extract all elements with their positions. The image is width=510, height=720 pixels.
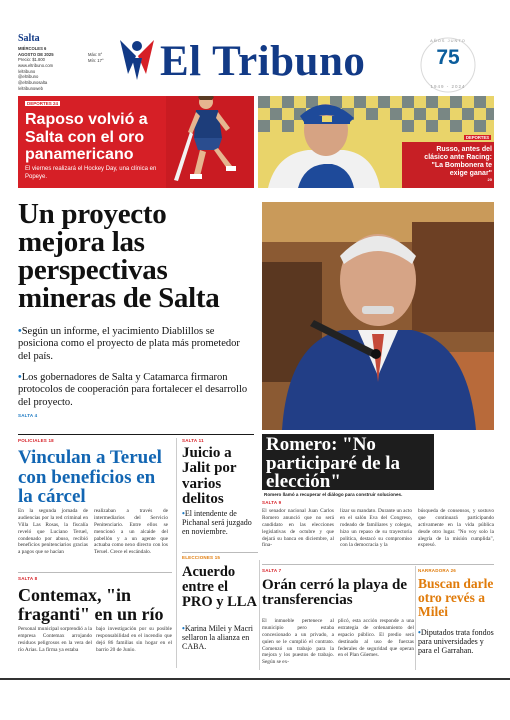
masthead-social-1[interactable]: /eltribuno [18, 68, 36, 74]
romero-caption: Romero llamó a recuperar el diálogo para construir soluciones. [264, 492, 403, 497]
main-bullet-1 [18, 326, 254, 363]
oran-body-2: plicó, esta acción responde a una estrategia de ordenamiento del espacio público. El predio será destinado al uso de fuerzas federales de seguridad que operan en el Plan Güemes. [338, 618, 414, 659]
buscan-bullet [418, 628, 494, 656]
romero-body-1: El senador nacional Juan Carlos Romero anunció que no será candidato en las elecciones legislativas de octubre y que dejará su banca en diciembre, al fina- [262, 508, 334, 549]
main-section-tag: SALTA 4 [18, 413, 38, 418]
banner-russo-quote2[interactable]: exige ganar" [449, 170, 492, 178]
bullet-dot-icon: • [182, 624, 185, 633]
main-bullet-2 [18, 372, 254, 409]
masthead-social-2[interactable]: @eltribuno [18, 74, 39, 80]
jalit-headline[interactable]: Juicio a Jalit por varios delitos [182, 445, 237, 508]
contemax-headline[interactable]: Contemax, "in fraganti" en un río [18, 585, 164, 624]
banner-russo-line1[interactable]: Russo, antes del [436, 146, 492, 153]
buscan-headline[interactable]: Buscan darle otro revés a Milei [418, 576, 494, 619]
masthead-city: Salta [18, 33, 40, 44]
banner-russo[interactable] [258, 96, 494, 188]
romero-portrait [262, 202, 494, 430]
jalit-bullet-text: El intendente de Pichanal será juzgado en noviembre. [182, 509, 252, 537]
jalit-tag: SALTA 11 [182, 438, 204, 443]
banner-raposo-sub: El viernes realizará el Hockey Day, una clínica en Popeye. [25, 166, 157, 180]
divider [18, 572, 172, 573]
oran-body-1: El inmueble pertenece al municipio pero estaba concesionado a un privado, a quien se le cumplió el contrato. Comenzó un trabajo para la mejora y los puestos de trabajo. Según se ex- [262, 618, 334, 666]
anniversary-years: 1949 - 2024 [430, 84, 466, 89]
romero-body-3: búsqueda de consensos, y sostuvo que continuará participando activamente en la vida pública desde otro lugar. "No voy solo la alegría de la misión cumplida", expresó. [418, 508, 494, 549]
masthead-web[interactable]: www.eltribuno.com [18, 63, 54, 69]
footer-bar [0, 678, 510, 720]
main-headline[interactable]: Un proyecto mejora las perspectivas mineras de Salta [18, 198, 220, 315]
divider [262, 564, 494, 565]
banner-raposo[interactable] [18, 96, 254, 188]
anniversary-number: 75 [436, 46, 460, 69]
buscan-tag: NARRADORA 26 [418, 568, 456, 573]
acuerdo-bullet [182, 624, 258, 652]
masthead-price: Precio: $1.800 [18, 57, 46, 63]
banner-russo-tag: DEPORTES [466, 135, 490, 140]
jalit-bullet [182, 509, 258, 537]
teruel-tag: POLICIALES 18 [18, 438, 54, 443]
section-divider [18, 434, 254, 435]
acuerdo-bullet-text: Karina Milei y Macri sellaron la alianza en CABA. [182, 624, 254, 652]
banner-russo-line2[interactable]: clásico ante Racing: [424, 154, 492, 162]
masthead-info [18, 34, 86, 91]
masthead-social-4[interactable]: /eltribunoweb [18, 85, 43, 91]
column-divider [415, 566, 416, 670]
acuerdo-tag: ELECCIONES 15 [182, 555, 221, 560]
teruel-body-2: realizaban a través de intermediarios del Servicio Penitenciario. Entre ellos se mencionó a un alcaide del pabellón y a un agente que actuaba como nexo directo con los Teruel. Crece el escándalo. [94, 508, 168, 556]
teruel-body-1: En la segunda jornada de audiencias por la red criminal en Villa Las Rosas, la fiscalía reveló que Luciano Teruel, condenado por abuso, recibió beneficios penitenciarios gracias a pagos que se hacían [18, 508, 88, 556]
banner-raposo-tag: DEPORTES 24 [27, 101, 59, 106]
acuerdo-headline[interactable]: Acuerdo entre el PRO y LLA [182, 564, 257, 610]
anniversary-seal [416, 34, 480, 96]
masthead-title[interactable]: El Tribuno [160, 38, 366, 85]
oran-tag: SALTA 7 [262, 568, 282, 573]
romero-body-2: lizar su mandato. Durante un acto en el salón Eva del Congreso, rodeado de familiares y colegas, hizo un repaso de su trayectoria política, destacó su compromiso con la democracia y la [340, 508, 412, 549]
romero-photo [262, 202, 494, 430]
main-bullet-2-text: Los gobernadores de Salta y Catamarca firmaron protocolos de cooperación para fortalecer el desarrollo del proyecto. [18, 372, 248, 408]
romero-headline-box[interactable] [262, 434, 434, 493]
contemax-tag: SALTA 8 [18, 576, 38, 581]
contemax-body-1: Personal municipal sorprendió a la empresa Contemax arrojando residuos peligrosos en la vera del río Arias. La firma ya estaba [18, 626, 92, 653]
buscan-bullet-text: Diputados trata fondos para universidades y para el Garrahan. [418, 628, 494, 656]
banner-raposo-headline[interactable]: Raposo volvió a Salta con el oro panamericano [25, 111, 148, 164]
weather-max: Máx: 8° [88, 52, 103, 57]
main-bullet-1-text: Según un informe, el yacimiento Diablillos se posiciona como el proyecto de plata más prometedor del país. [18, 326, 240, 362]
bullet-dot-icon: • [18, 326, 22, 337]
bullet-dot-icon: • [418, 628, 421, 637]
romero-headline[interactable]: Romero: "No participaré de la elección" [266, 434, 401, 493]
banner-russo-page: 20 [487, 177, 492, 183]
anniversary-top: AÑOS JUNTO [430, 38, 466, 43]
teruel-headline[interactable]: Vinculan a Teruel con beneficios en la cárcel [18, 447, 162, 508]
hockey-player-photo [166, 96, 254, 188]
masthead-social-3[interactable]: @eltribunosalta [18, 80, 48, 86]
masthead-date-2: AGOSTO DE 2025 [18, 51, 54, 57]
contemax-body-2: bajo investigación por su posible responsabilidad en el incendio que dejó 86 familias sin hogar en el barrio 20 de Junio. [96, 626, 172, 653]
masthead-date: MIÉRCOLES 6 [18, 46, 47, 51]
oran-headline[interactable]: Orán cerró la playa de transferencias [262, 577, 407, 609]
romero-tag: SALTA 9 [262, 500, 282, 505]
divider [182, 552, 258, 553]
banner-russo-caption [402, 135, 494, 188]
bullet-dot-icon: • [182, 509, 185, 518]
banner-russo-quote1[interactable]: "La Bombonera te [431, 162, 492, 170]
column-divider [176, 438, 177, 668]
column-divider [259, 560, 260, 670]
logo-star-icon [114, 36, 160, 82]
bullet-dot-icon: • [18, 372, 22, 383]
weather-min: Mín: 17° [88, 57, 104, 63]
